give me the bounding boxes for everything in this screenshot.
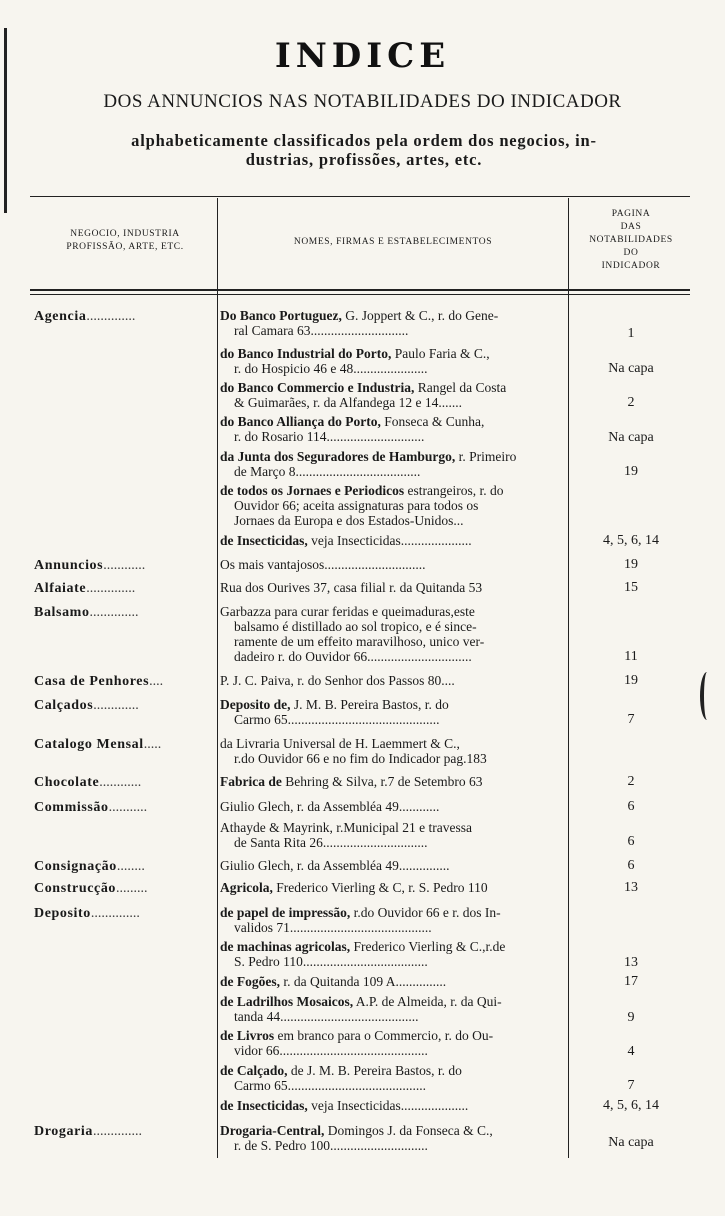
column-header-names: NOMES, FIRMAS E ESTABELECIMENTOS <box>293 237 493 247</box>
row-page: 13 <box>624 955 638 970</box>
page-title: INDICE <box>274 36 451 76</box>
row-page: 13 <box>624 880 638 895</box>
row-page: 4, 5, 6, 14 <box>603 1098 659 1113</box>
column-header-page: PAGINA DAS NOTABILIDADES DO INDICADOR <box>589 209 673 271</box>
row-entry: da Junta dos Seguradores de Hamburgo, r. Primeiro de Março 8..................................... <box>220 449 517 479</box>
row-entry: P. J. C. Paiva, r. do Senhor dos Passos 80.... <box>220 673 455 688</box>
row-entry: do Banco Industrial do Porto, Paulo Faria & C., r. do Hospicio 46 e 48...................... <box>220 346 490 376</box>
row-category: Drogaria.............. <box>34 1124 142 1139</box>
row-page: 6 <box>627 834 635 849</box>
row-entry: de Livros em branco para o Commercio, r. do Ou- vidor 66............................................ <box>220 1028 494 1058</box>
row-page: 4, 5, 6, 14 <box>603 533 659 548</box>
row-entry: Drogaria-Central, Domingos J. da Fonseca & C., r. de S. Pedro 100............................. <box>220 1123 493 1153</box>
table-top-rule <box>30 196 690 197</box>
row-category: Deposito.............. <box>34 906 140 921</box>
row-category: Annuncios............ <box>34 558 146 573</box>
row-page: 11 <box>624 649 638 664</box>
row-page: Na capa <box>608 430 654 445</box>
column-divider-2 <box>568 198 569 1158</box>
row-category: Alfaiate.............. <box>34 581 136 596</box>
row-page: 6 <box>627 858 635 873</box>
row-entry: Fabrica de Behring & Silva, r.7 de Setembro 63 <box>220 774 483 789</box>
row-category: Catalogo Mensal..... <box>34 737 162 752</box>
intro-line-1: alphabeticamente classificados pela ordem dos negocios, in- <box>131 131 597 150</box>
row-entry: de papel de impressão, r.do Ouvidor 66 e r. dos In- validos 71.......................................... <box>220 905 501 935</box>
row-page: 7 <box>627 712 635 727</box>
row-entry: de machinas agricolas, Frederico Vierling & C.,r.de S. Pedro 110..................................... <box>220 939 506 969</box>
page-subtitle: DOS ANNUNCIOS NAS NOTABILIDADES DO INDICADOR <box>103 91 622 112</box>
row-category: Consignação........ <box>34 859 145 874</box>
intro-text <box>34 131 694 169</box>
row-category: Chocolate............ <box>34 775 142 790</box>
row-entry: Giulio Glech, r. da Assembléa 49............ <box>220 799 440 814</box>
row-entry: de Insecticidas, veja Insecticidas..................... <box>220 533 472 548</box>
row-page: 19 <box>624 673 638 688</box>
intro-line-2: dustrias, profissões, artes, etc. <box>245 150 483 169</box>
row-page: Na capa <box>608 1135 654 1150</box>
column-header-business: NEGOCIO, INDUSTRIA PROFISSÃO, ARTE, ETC. <box>66 229 184 252</box>
row-page: 19 <box>624 557 638 572</box>
row-page: 7 <box>627 1078 635 1093</box>
row-entry: Garbazza para curar feridas e queimaduras,este balsamo é distillado ao sol tropico, e é since- ramente de um effeito maravilhoso, unico ver- dadeiro r. do Ouvidor 66............................... <box>220 604 485 664</box>
row-entry: de Calçado, de J. M. B. Pereira Bastos, r. do Carmo 65......................................... <box>220 1063 462 1093</box>
row-entry: Agricola, Frederico Vierling & C, r. S. Pedro 110 <box>220 880 488 895</box>
row-entry: Athayde & Mayrink, r.Municipal 21 e travessa de Santa Rita 26............................... <box>220 820 472 850</box>
row-category: Balsamo.............. <box>34 605 139 620</box>
row-page: 6 <box>627 799 635 814</box>
row-entry: da Livraria Universal de H. Laemmert & C., r.do Ouvidor 66 e no fim do Indicador pag.183 <box>220 736 487 766</box>
row-entry: Do Banco Portuguez, G. Joppert & C., r. do Gene- ral Camara 63............................. <box>220 308 499 338</box>
row-page: 17 <box>624 974 638 989</box>
row-category: Calçados............. <box>34 698 139 713</box>
row-entry: de Fogões, r. da Quitanda 109 A............... <box>220 974 447 989</box>
row-page: 2 <box>627 774 635 789</box>
row-category: Commissão........... <box>34 800 148 815</box>
row-entry: de Ladrilhos Mosaicos, A.P. de Almeida, r. da Qui- tanda 44......................................... <box>220 994 502 1024</box>
row-entry: de Insecticidas, veja Insecticidas.................... <box>220 1098 469 1113</box>
row-category: Casa de Penhores.... <box>34 674 164 689</box>
row-entry: do Banco Alliança do Porto, Fonseca & Cunha, r. do Rosario 114............................. <box>220 414 485 444</box>
row-page: 1 <box>627 326 635 341</box>
row-page: 9 <box>627 1010 635 1025</box>
row-category: Construcção......... <box>34 881 148 896</box>
row-entry: do Banco Commercio e Industria, Rangel da Costa & Guimarães, r. da Alfandega 12 e 14....... <box>220 380 507 410</box>
row-entry: Giulio Glech, r. da Assembléa 49............... <box>220 858 450 873</box>
row-entry: Deposito de, J. M. B. Pereira Bastos, r. do Carmo 65............................................. <box>220 697 449 727</box>
row-page: 19 <box>624 464 638 479</box>
row-page: 2 <box>627 395 635 410</box>
margin-bracket <box>700 672 714 720</box>
row-page: Na capa <box>608 361 654 376</box>
row-category: Agencia.............. <box>34 309 136 324</box>
column-divider-1 <box>217 198 218 1158</box>
row-entry: de todos os Jornaes e Periodicos estrangeiros, r. do Ouvidor 66; aceita assignaturas para todos os Jornaes da Europa e dos Estados-Unidos... <box>220 483 504 528</box>
row-entry: Os mais vantajosos.............................. <box>220 557 426 572</box>
row-page: 4 <box>627 1044 635 1059</box>
row-entry: Rua dos Ourives 37, casa filial r. da Quitanda 53 <box>220 580 483 595</box>
header-bottom-rule <box>30 289 690 295</box>
row-page: 15 <box>624 580 638 595</box>
